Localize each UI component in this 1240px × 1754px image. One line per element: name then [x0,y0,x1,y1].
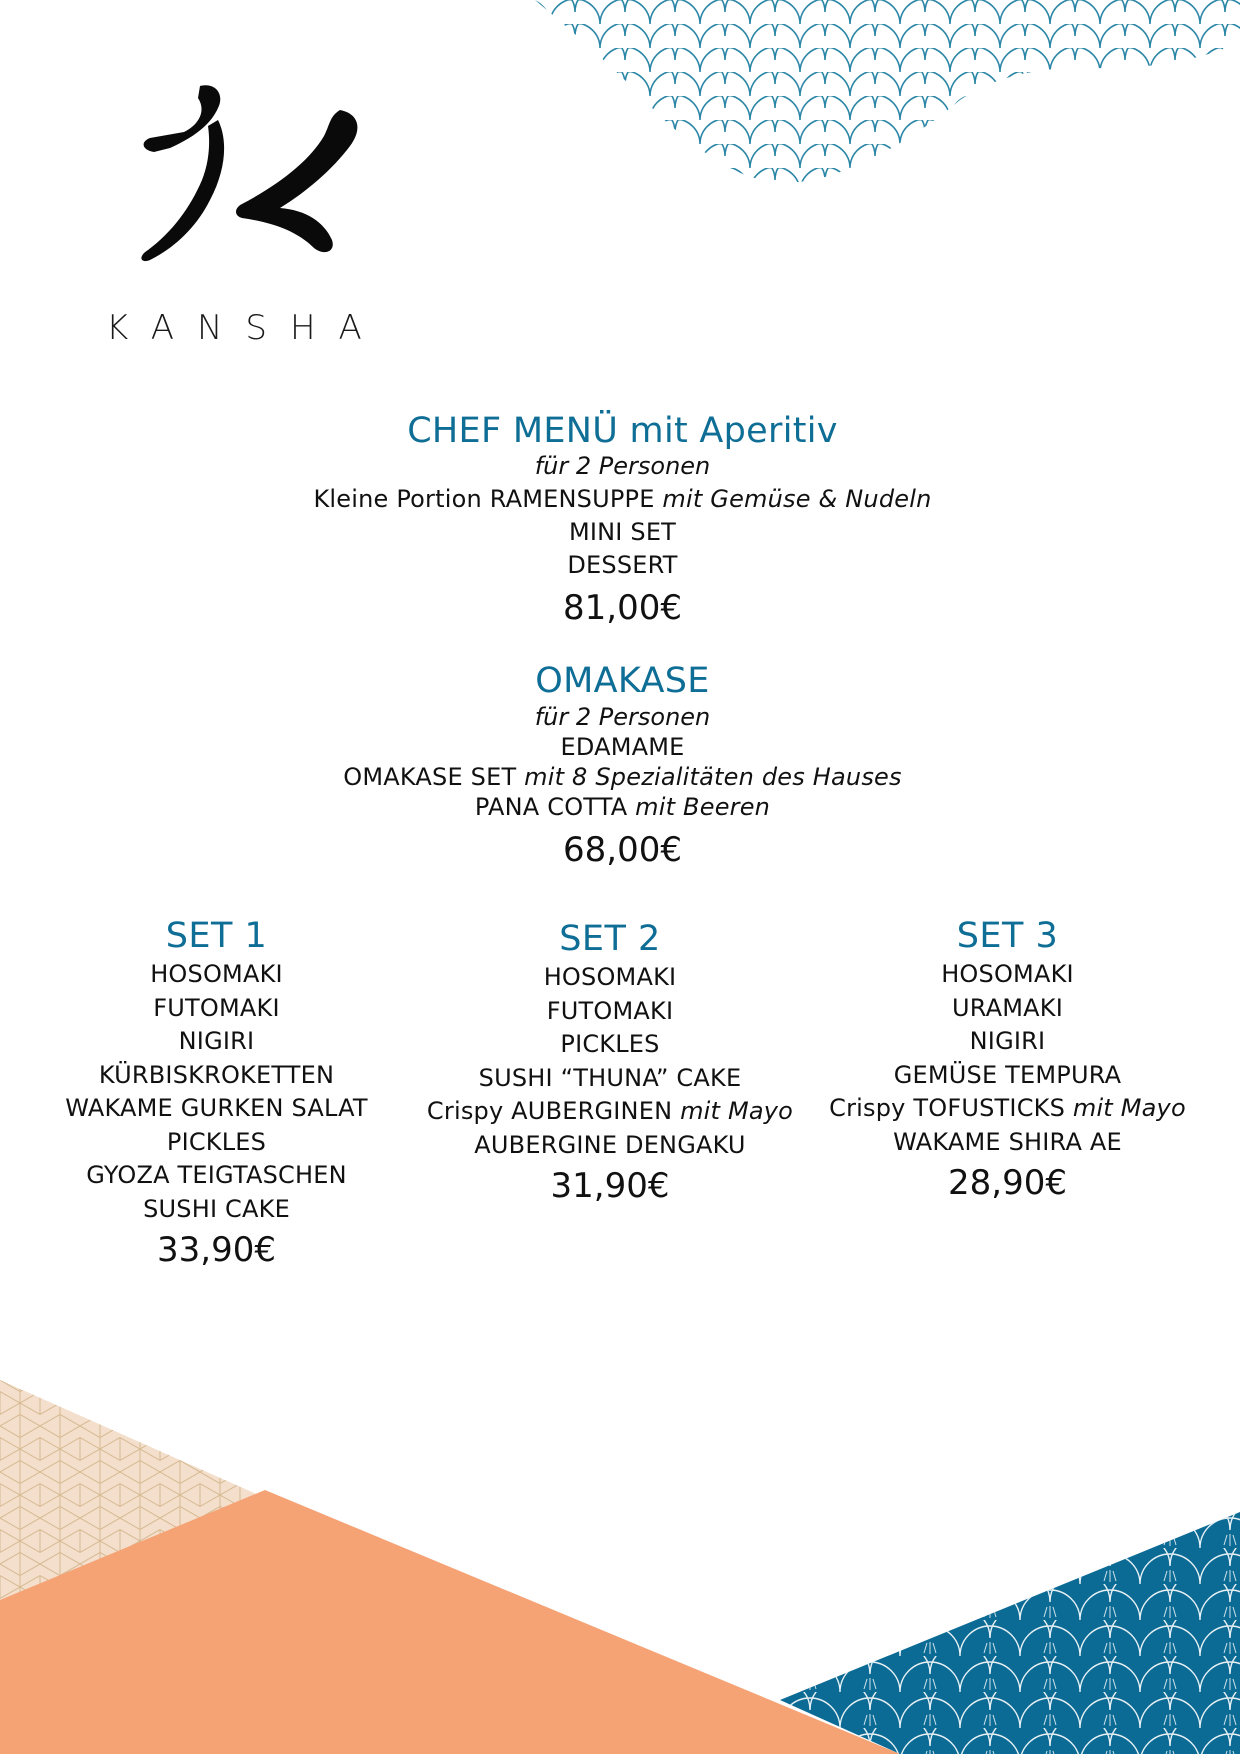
omakase-section [240,660,1005,872]
item-note: mit Gemüse & Nudeln [662,485,932,513]
omakase-price: 68,00€ [563,830,682,870]
omakase-item: EDAMAME [560,733,685,761]
set-item [420,1095,800,1129]
set-item: NIGIRI [178,1027,255,1055]
set-item: HOSOMAKI [543,963,677,991]
item-note: mit Mayo [680,1097,794,1125]
set-price: 31,90€ [550,1166,670,1206]
set-item: NIGIRI [969,1027,1046,1055]
wave-pattern-top [520,0,1240,200]
set-item: WAKAME GURKEN SALAT [65,1094,368,1122]
set-title: SET 1 [165,916,268,956]
omakase-item [240,792,1005,822]
chef-menu-price: 81,00€ [563,588,682,628]
item-text: PANA COTTA [474,793,636,821]
set-item: PICKLES [166,1127,267,1156]
set-1-section [40,914,393,1272]
set-price: 28,90€ [948,1163,1067,1203]
item-text: OMAKASE SET [343,763,525,791]
item-note: mit Beeren [635,793,771,821]
set-item: AUBERGINE DENGAKU [474,1130,746,1159]
set-item: FUTOMAKI [546,996,674,1025]
set-item: HOSOMAKI [941,960,1074,988]
set-item: PICKLES [560,1030,660,1058]
set-item: SUSHI CAKE [143,1194,290,1223]
set-item: GEMÜSE TEMPURA [893,1060,1122,1089]
omakase-title: OMAKASE [535,661,710,701]
chef-menu-item [240,483,1005,516]
chef-menu-item: DESSERT [567,551,678,579]
item-text: Kleine Portion RAMENSUPPE [313,485,663,513]
set-title: SET 3 [956,916,1059,956]
chef-menu-section [240,410,1005,630]
chef-menu-title: CHEF MENÜ mit Aperitiv [407,411,838,451]
set-item: SUSHI “THUNA” CAKE [478,1063,742,1092]
set-3-section [810,914,1205,1205]
item-text: Crispy AUBERGINEN [426,1097,681,1125]
set-item: URAMAKI [951,993,1064,1022]
set-item: KÜRBISKROKETTEN [98,1060,335,1089]
set-title: SET 2 [559,919,661,959]
set-item: FUTOMAKI [153,993,280,1022]
set-item: WAKAME SHIRA AE [893,1127,1122,1156]
item-note: mit 8 Spezialitäten des Hauses [524,763,902,791]
chef-menu-subtitle: für 2 Personen [534,452,711,480]
set-item: GYOZA TEIGTASCHEN [86,1161,347,1189]
omakase-subtitle: für 2 Personen [534,703,711,731]
brand-name: KANSHA [106,308,385,348]
omakase-item [240,762,1005,792]
item-text: Crispy TOFUSTICKS [829,1094,1073,1122]
chef-menu-item: MINI SET [568,518,677,546]
set-2-section [420,917,800,1208]
item-note: mit Mayo [1072,1094,1186,1122]
set-price: 33,90€ [157,1230,276,1270]
logo [106,80,410,360]
set-item [810,1092,1205,1126]
kansha-brush-mark [110,80,370,280]
set-item: HOSOMAKI [150,960,283,988]
